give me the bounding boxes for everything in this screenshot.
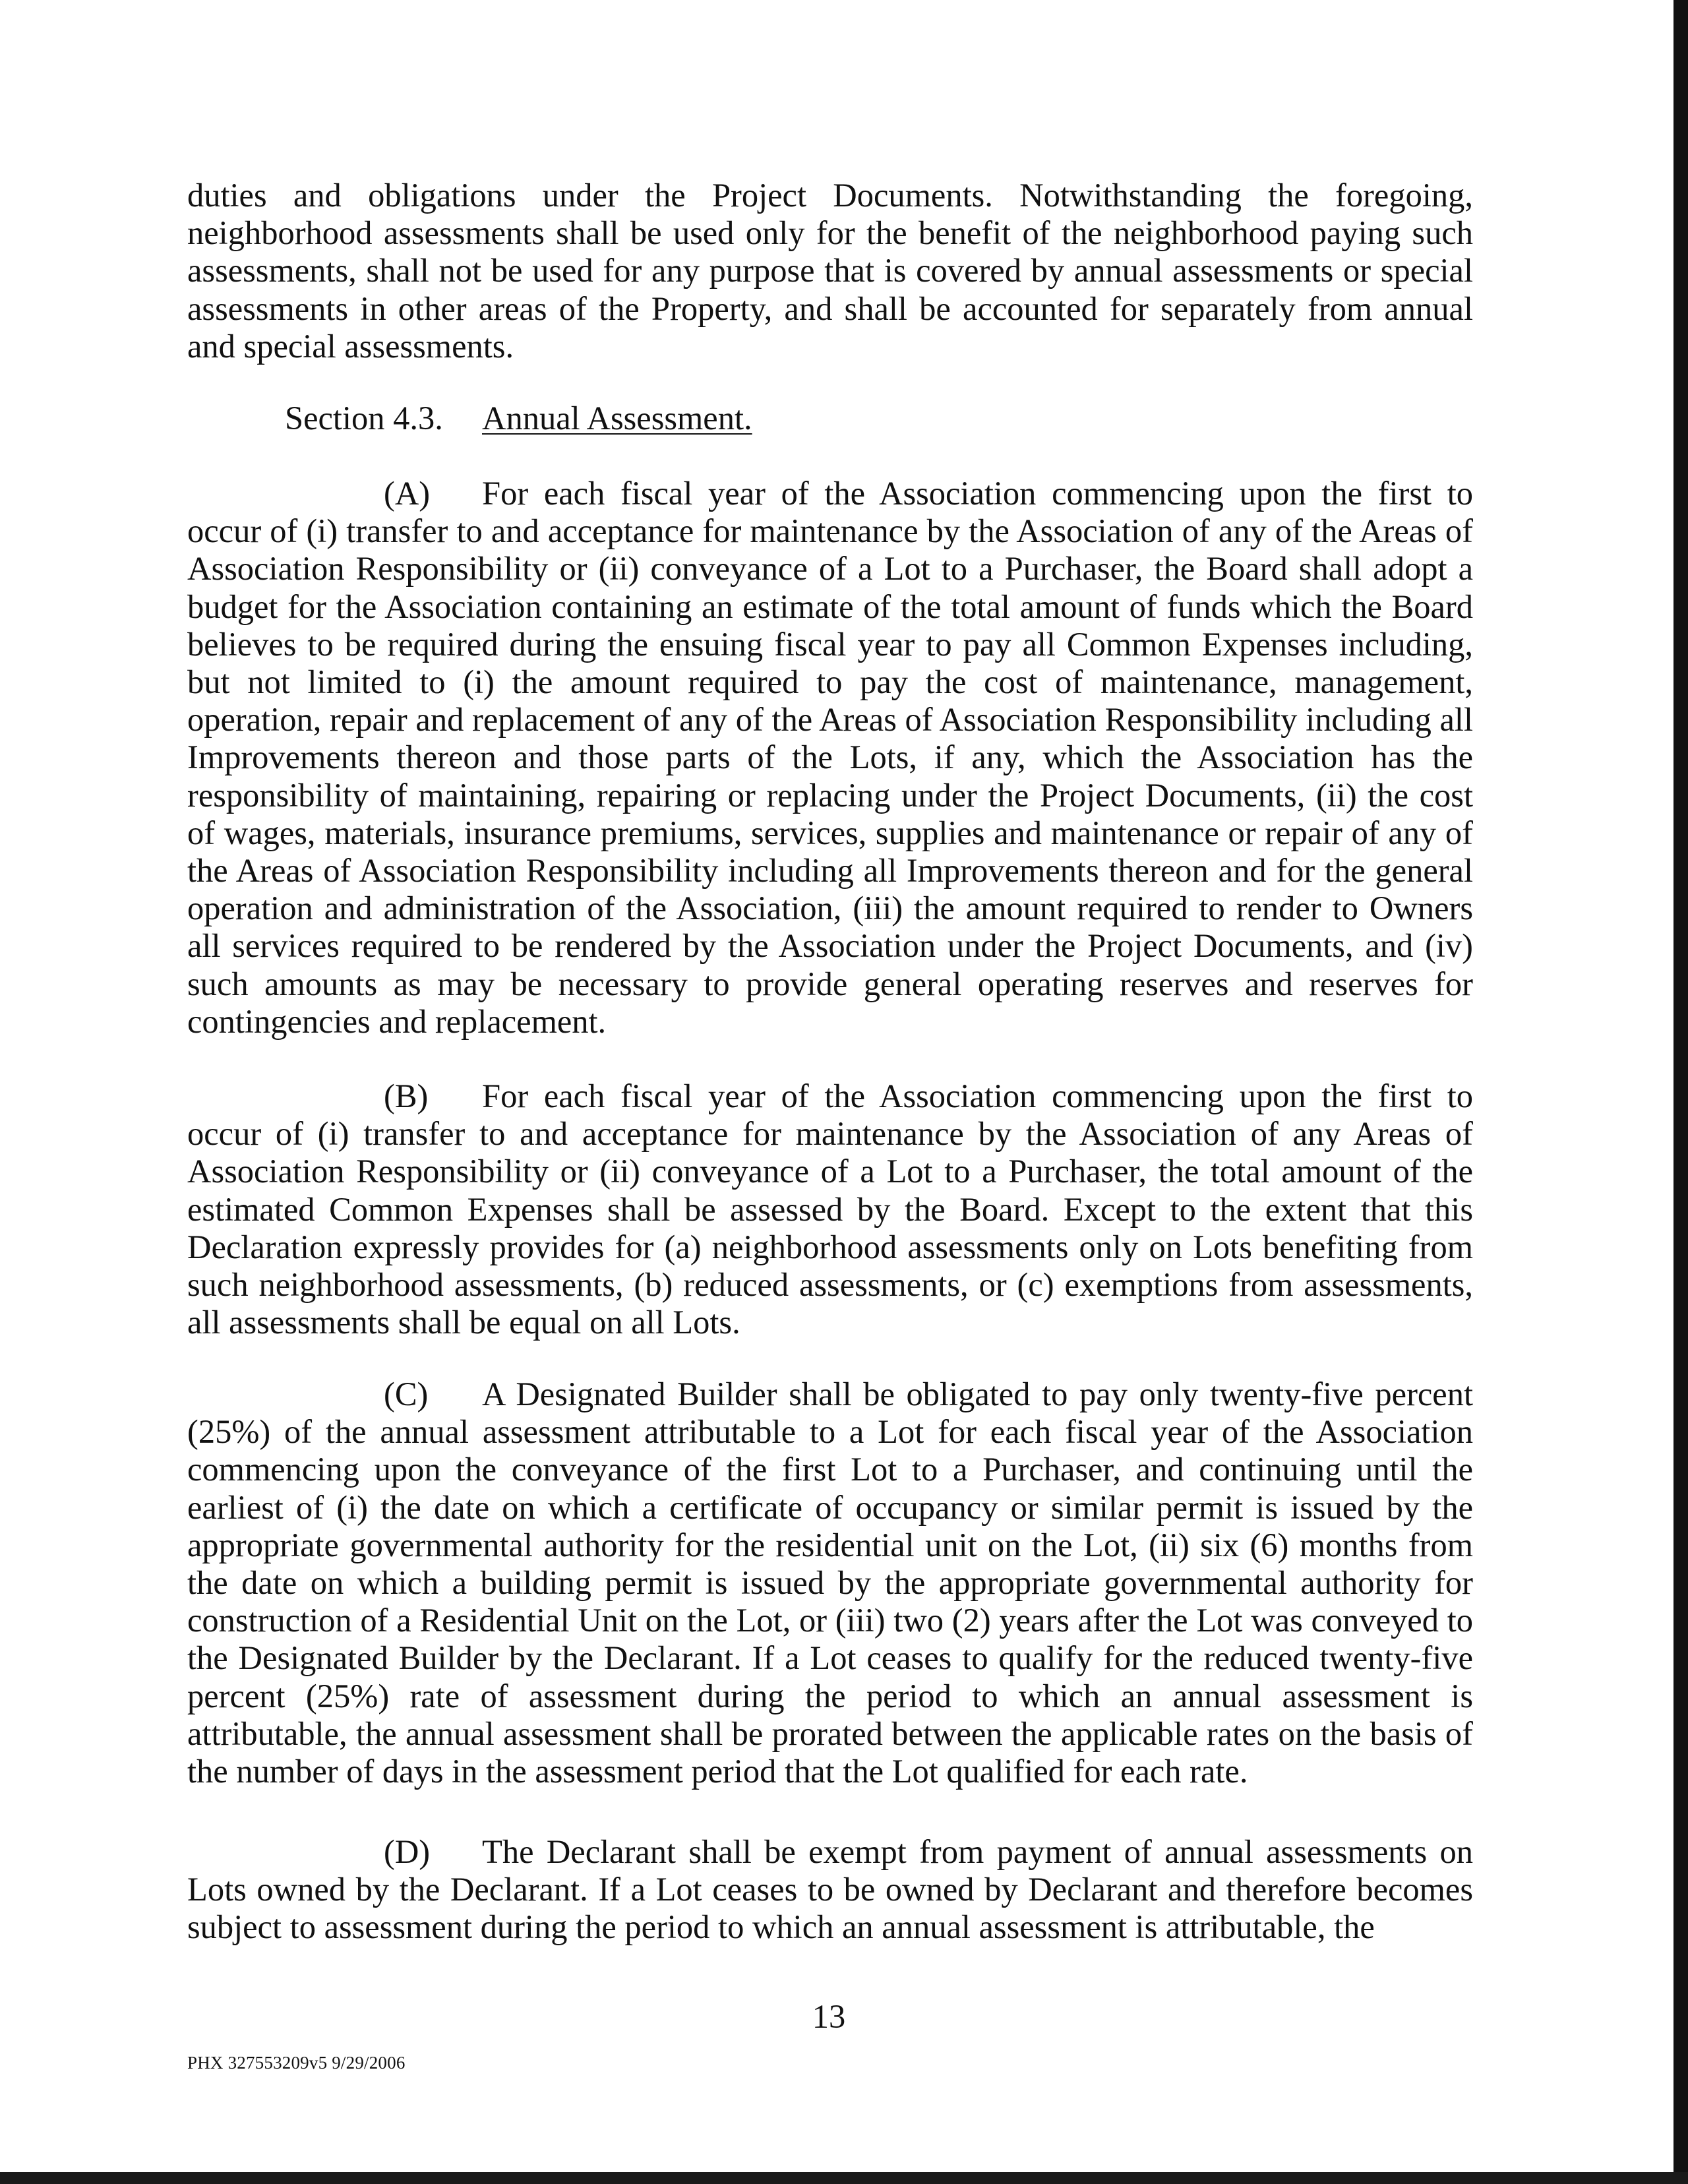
paragraph-c-text: A Designated Builder shall be obligated to pay only twenty-five percent (25%) of the annual assessment attributable to a Lot for each fiscal year of the Association commencing upon the conveyance of the first Lot to a Purchaser, and continuing until the earliest of (i) the date on which a certificate of occupancy or similar permit is issued by the appropriate governmental authority for the residential unit on the Lot, (ii) six (6) months from the date on which a building permit is issued by the appropriate governmental authority for construction of a Residential Unit on the Lot, or (iii) two (2) years after the Lot was conveyed to the Designated Builder by the Declarant. If a Lot ceases to qualify for the reduced twenty-five percent (25%) rate of assessment during the period to which an annual assessment is attributable, the annual assessment shall be prorated between the applicable rates on the basis of the number of days in the assessment period that the Lot qualified for each rate.: [187, 1376, 1473, 1790]
paragraph-a: [187, 475, 1473, 1041]
scan-border-bottom: [0, 2172, 1688, 2184]
paragraph-c-label: (C): [384, 1376, 429, 1412]
section-number: Section 4.3.: [285, 400, 443, 437]
paragraph-b: [187, 1077, 1473, 1341]
paragraph-b-label: (B): [384, 1077, 429, 1114]
paragraph-a-label: (A): [384, 475, 431, 512]
document-id: PHX 327553209v5 9/29/2006: [187, 2053, 406, 2073]
section-title: Annual Assessment.: [482, 400, 752, 437]
paragraph-d-text: The Declarant shall be exempt from payment of annual assessments on Lots owned by the Declarant. If a Lot ceases to be owned by Declarant and therefore becomes subject to assessment during the period to which an annual assessment is attributable, the: [187, 1833, 1473, 1946]
paragraph-d: [187, 1833, 1473, 1947]
scan-border-right: [1673, 0, 1688, 2184]
paragraph-b-text: For each fiscal year of the Association commencing upon the first to occur of (i) transfer to and acceptance for maintenance by the Association of any Areas of Association Responsibility or (ii) conveyance of a Lot to a Purchaser, the total amount of the estimated Common Expenses shall be assessed by the Board. Except to the extent that this Declaration expressly provides for (a) neighborhood assessments only on Lots benefiting from such neighborhood assessments, (b) reduced assessments, or (c) exemptions from assessments, all assessments shall be equal on all Lots.: [187, 1077, 1473, 1341]
section-heading: [285, 400, 752, 437]
paragraph-d-label: (D): [384, 1833, 431, 1870]
paragraph-a-text: For each fiscal year of the Association commencing upon the first to occur of (i) transfer to and acceptance for maintenance by the Association of any of the Areas of Association Responsibility or (ii) conveyance of a Lot to a Purchaser, the Board shall adopt a budget for the Association containing an estimate of the total amount of funds which the Board believes to be required during the ensuing fiscal year to pay all Common Expenses including, but not limited to (i) the amount required to pay the cost of maintenance, management, operation, repair and replacement of any of the Areas of Association Responsibility including all Improvements thereon and those parts of the Lots, if any, which the Association has the responsibility of maintaining, repairing or replacing under the Project Documents, (ii) the cost of wages, materials, insurance premiums, services, supplies and maintenance or repair of any of the Areas of Association Responsibility including all Improvements thereon and for the general operation and administration of the Association, (iii) the amount required to render to Owners all services required to be rendered by the Association under the Project Documents, and (iv) such amounts as may be necessary to provide general operating reserves and reserves for contingencies and replacement.: [187, 475, 1473, 1040]
paragraph-intro: duties and obligations under the Project Documents. Notwithstanding the foregoing, neighborhood assessments shall be used only for the benefit of the neighborhood paying such assessments, shall not be used for any purpose that is covered by annual assessments or special assessments in other areas of the Property, and shall be accounted for separately from annual and special assessments.: [187, 177, 1473, 365]
paragraph-c: [187, 1376, 1473, 1790]
page-number: 13: [812, 1998, 846, 2035]
